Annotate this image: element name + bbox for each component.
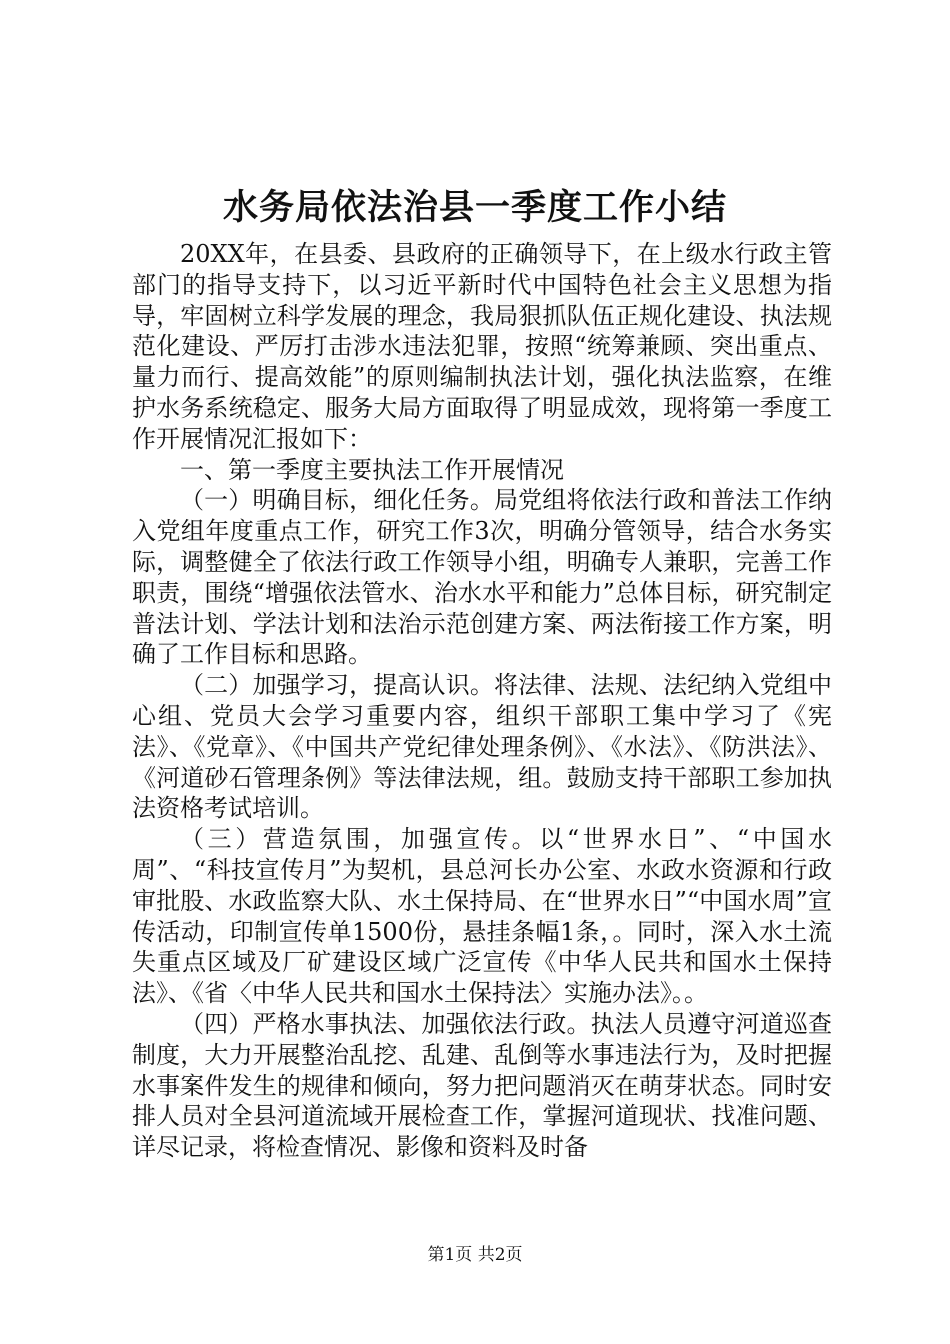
item-four-paragraph: （四）严格水事执法、加强依法行政。执法人员遵守河道巡查制度，大力开展整治乱挖、乱建、乱倒等水事违法行为，及时把握水事案件发生的规律和倾向，努力把问题消灭在萌芽状态。同时安排人员对全县河道流域开展检查工作，掌握河道现状、找准问题、详尽记录，将检查情况、影像和资料及时备 bbox=[132, 1009, 832, 1162]
document-body bbox=[132, 239, 832, 1163]
item-two-paragraph: （二）加强学习，提高认识。将法律、法规、法纪纳入党组中心组、党员大会学习重要内容，组织干部职工集中学习了《宪法》、《党章》、《中国共产党纪律处理条例》、《水法》、《防洪法》、《河道砂石管理条例》等法律法规，组。鼓励支持干部职工参加执法资格考试培训。 bbox=[132, 671, 832, 823]
document-title: 水务局依法治县一季度工作小结 bbox=[222, 187, 727, 228]
intro-paragraph: 20XX年，在县委、县政府的正确领导下，在上级水行政主管部门的指导支持下，以习近平新时代中国特色社会主义思想为指导，牢固树立科学发展的理念，我局狠抓队伍正规化建设、执法规范化建设、严厉打击涉水违法犯罪，按照“统筹兼顾、突出重点、量力而行、提高效能”的原则编制执法计划，强化执法监察，在维护水务系统稳定、服务大局方面取得了明显成效，现将第一季度工作开展情况汇报如下： bbox=[132, 240, 832, 453]
section-heading: 一、第一季度主要执法工作开展情况 bbox=[180, 455, 564, 484]
item-one-paragraph: （一）明确目标，细化任务。局党组将依法行政和普法工作纳入党组年度重点工作，研究工作3次，明确分管领导，结合水务实际，调整健全了依法行政工作领导小组，明确专人兼职，完善工作职责，围绕“增强依法管水、治水水平和能力”总体目标，研究制定普法计划、学法计划和法治示范创建方案、两法衔接工作方案，明确了工作目标和思路。 bbox=[132, 486, 832, 669]
page-footer: 第1页 共2页 bbox=[427, 1245, 523, 1265]
item-three-paragraph: （三）营造氛围，加强宣传。以“世界水日”、“中国水周”、“科技宣传月”为契机，县总河长办公室、水政水资源和行政审批股、水政监察大队、水土保持局、在“世界水日”“中国水周”宣传活动，印制宣传单1500份，悬挂条幅1条，。同时，深入水土流失重点区域及厂矿建设区域广泛宣传《中华人民共和国水土保持法》、《省〈中华人民共和国水土保持法〉实施办法》。。 bbox=[132, 825, 832, 1008]
